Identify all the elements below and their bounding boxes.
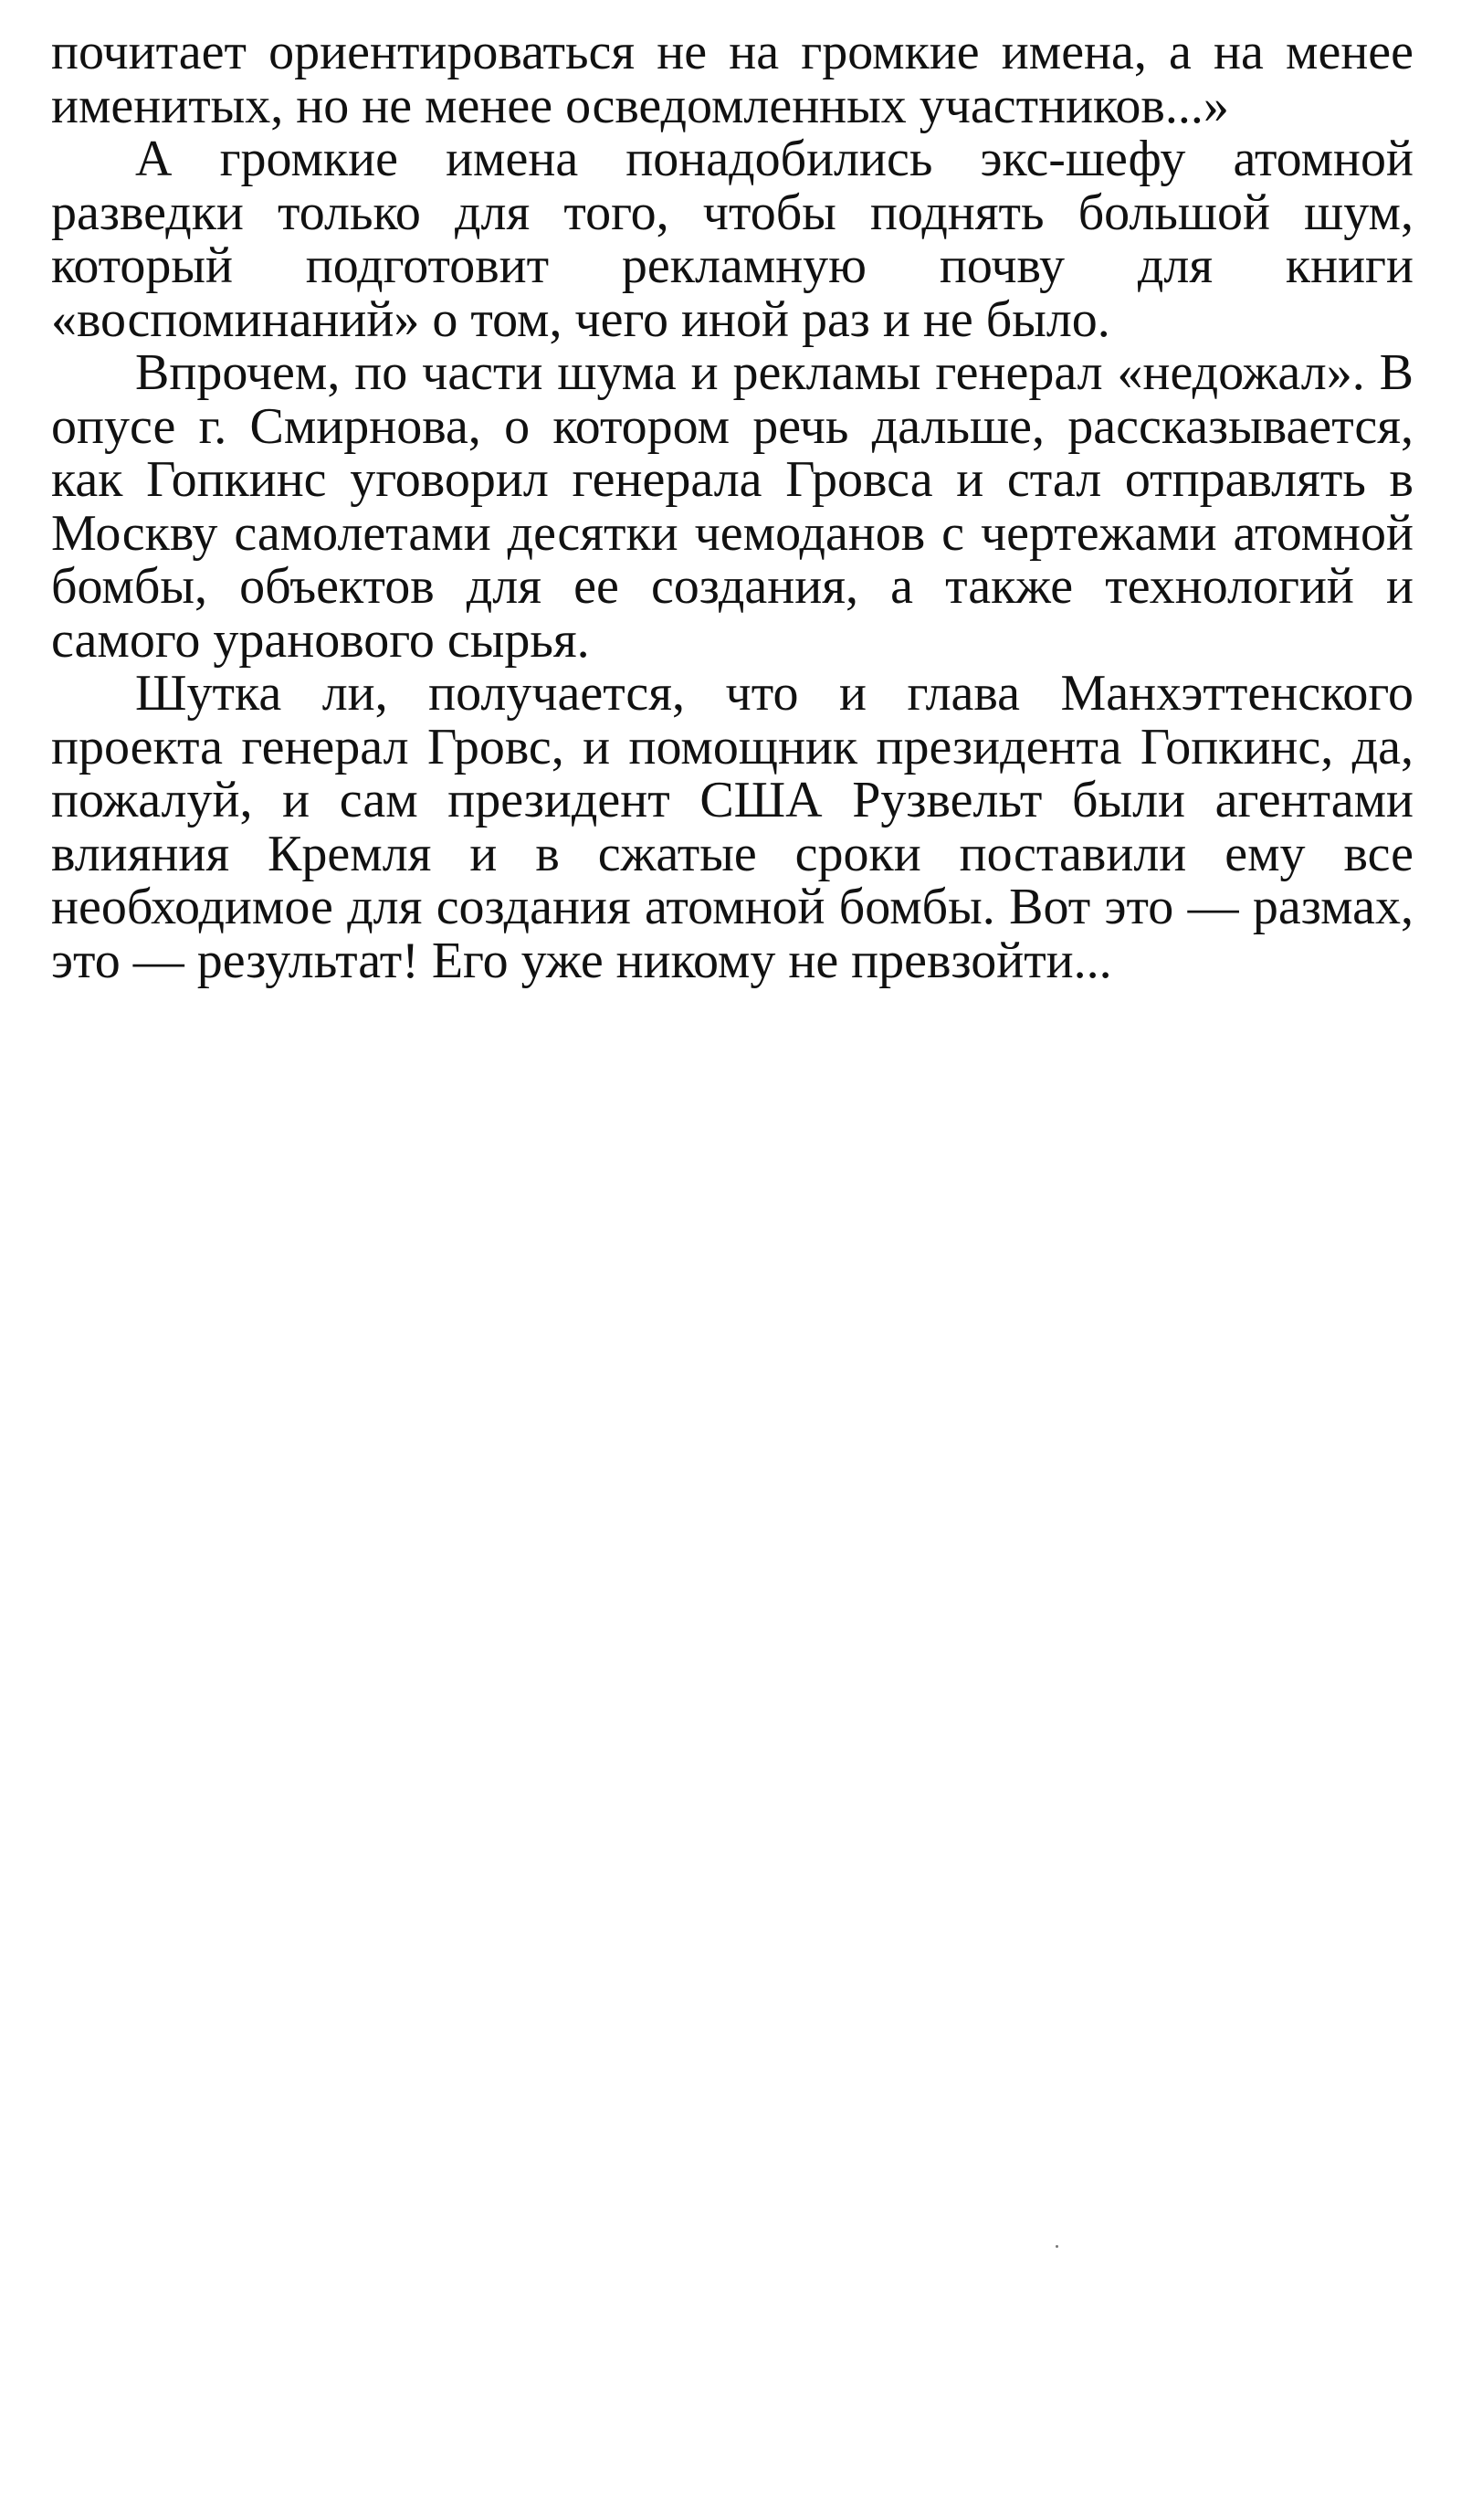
scan-speck [1056,2245,1058,2248]
body-text [51,26,1414,987]
paragraph: Впрочем, по части шума и рекламы генерал «недожал». В опусе г. Смирнова, о котором речь дальше, рассказывается, как Гопкинс уговорил генерала Гровса и стал отправлять в Москву самолетами десятки чемоданов с чертежами атомной бомбы, объектов для ее создания, а также технологий и самого уранового сырья. [51,344,1414,669]
paragraph-continuation: почитает ориентироваться не на громкие имена, а на менее именитых, но не менее осведомленных участников...» [51,24,1414,134]
paragraph: А громкие имена понадобились экс-шефу атомной разведки только для того, чтобы поднять большой шум, который подготовит рекламную почву для книги «воспоминаний» о том, чего иной раз и не было. [51,131,1414,348]
paragraph: Шутка ли, получается, что и глава Манхэттенского проекта генерал Гровс, и помощник президента Гопкинс, да, пожалуй, и сам президент США Рузвельт были агентами влияния Кремля и в сжатые сроки поставили ему все необходимое для создания атомной бомбы. Вот это — размах, это — результат! Его уже никому не превзойти... [51,665,1414,989]
